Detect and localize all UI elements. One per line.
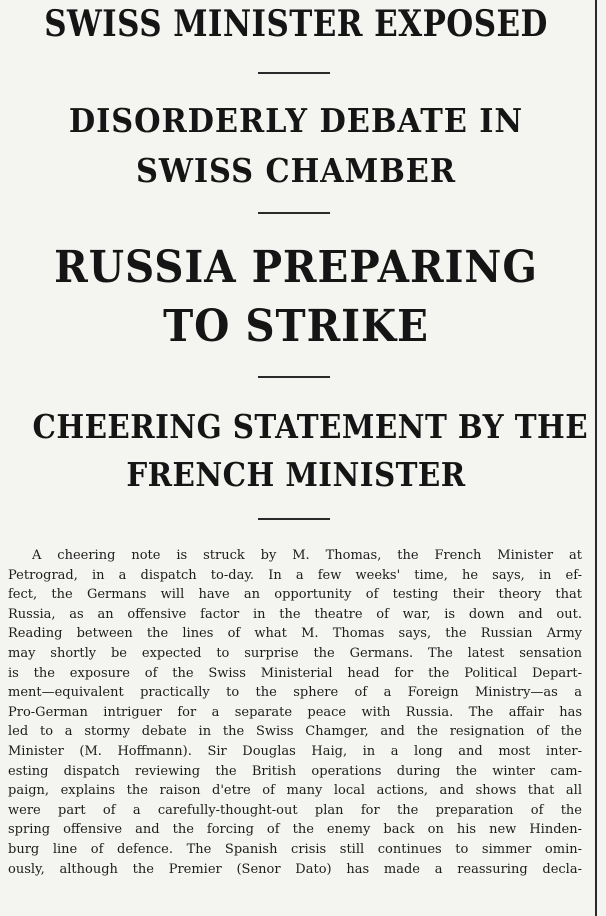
article-line: A cheering note is struck by M. Thomas, the French Minister at — [32, 548, 582, 563]
headline-4-line-1: CHEERING STATEMENT BY THE — [32, 407, 589, 446]
divider-rule — [258, 376, 330, 378]
article-line: led to a stormy debate in the Swiss Chamger, and the resignation of the — [8, 724, 582, 740]
article-line: ment—equivalent practically to the sphere of a Foreign Ministry—as a — [8, 685, 582, 701]
article-line: spring offensive and the forcing of the enemy back on his new Hinden- — [8, 822, 582, 838]
headline-2-line-1: DISORDERLY DEBATE IN — [68, 101, 524, 140]
headline-3-line-1: RUSSIA PREPARING — [54, 242, 538, 293]
article-line: ously, although the Premier (Senor Dato) has made a reassuring decla- — [8, 861, 582, 877]
article-line: were part of a carefully-thought-out plan for the preparation of the — [8, 802, 582, 818]
article-line: esting dispatch reviewing the British operations during the winter cam- — [8, 763, 582, 779]
article-line: Petrograd, in a dispatch to-day. In a few weeks' time, he says, in ef- — [8, 567, 582, 583]
article-line: burg line of defence. The Spanish crisis still continues to simmer omin- — [8, 841, 582, 857]
article-line: may shortly be expected to surprise the Germans. The latest sensation — [8, 645, 582, 661]
column-rule — [595, 0, 597, 916]
article-line: Pro-German intriguer for a separate peace with Russia. The affair has — [8, 704, 582, 720]
article-line: Reading between the lines of what M. Thomas says, the Russian Army — [8, 626, 582, 642]
divider-rule — [258, 72, 330, 74]
headline-4-line-2: FRENCH MINISTER — [126, 455, 466, 494]
divider-rule — [258, 518, 330, 520]
headline-main: SWISS MINISTER EXPOSED — [44, 3, 548, 45]
headline-3-line-2: TO STRIKE — [163, 301, 429, 352]
article-line: is the exposure of the Swiss Ministerial head for the Political Depart- — [8, 665, 582, 681]
article-line: fect, the Germans will have an opportunity of testing their theory that — [8, 587, 582, 603]
article-line: Minister (M. Hoffmann). Sir Douglas Haig, in a long and most inter- — [8, 743, 582, 759]
headline-2-line-2: SWISS CHAMBER — [136, 151, 456, 190]
article-line: Russia, as an offensive factor in the theatre of war, is down and out. — [8, 606, 582, 622]
divider-rule — [258, 212, 330, 214]
article-body — [8, 546, 582, 879]
article-line: paign, explains the raison d'etre of many local actions, and shows that all — [8, 783, 582, 799]
